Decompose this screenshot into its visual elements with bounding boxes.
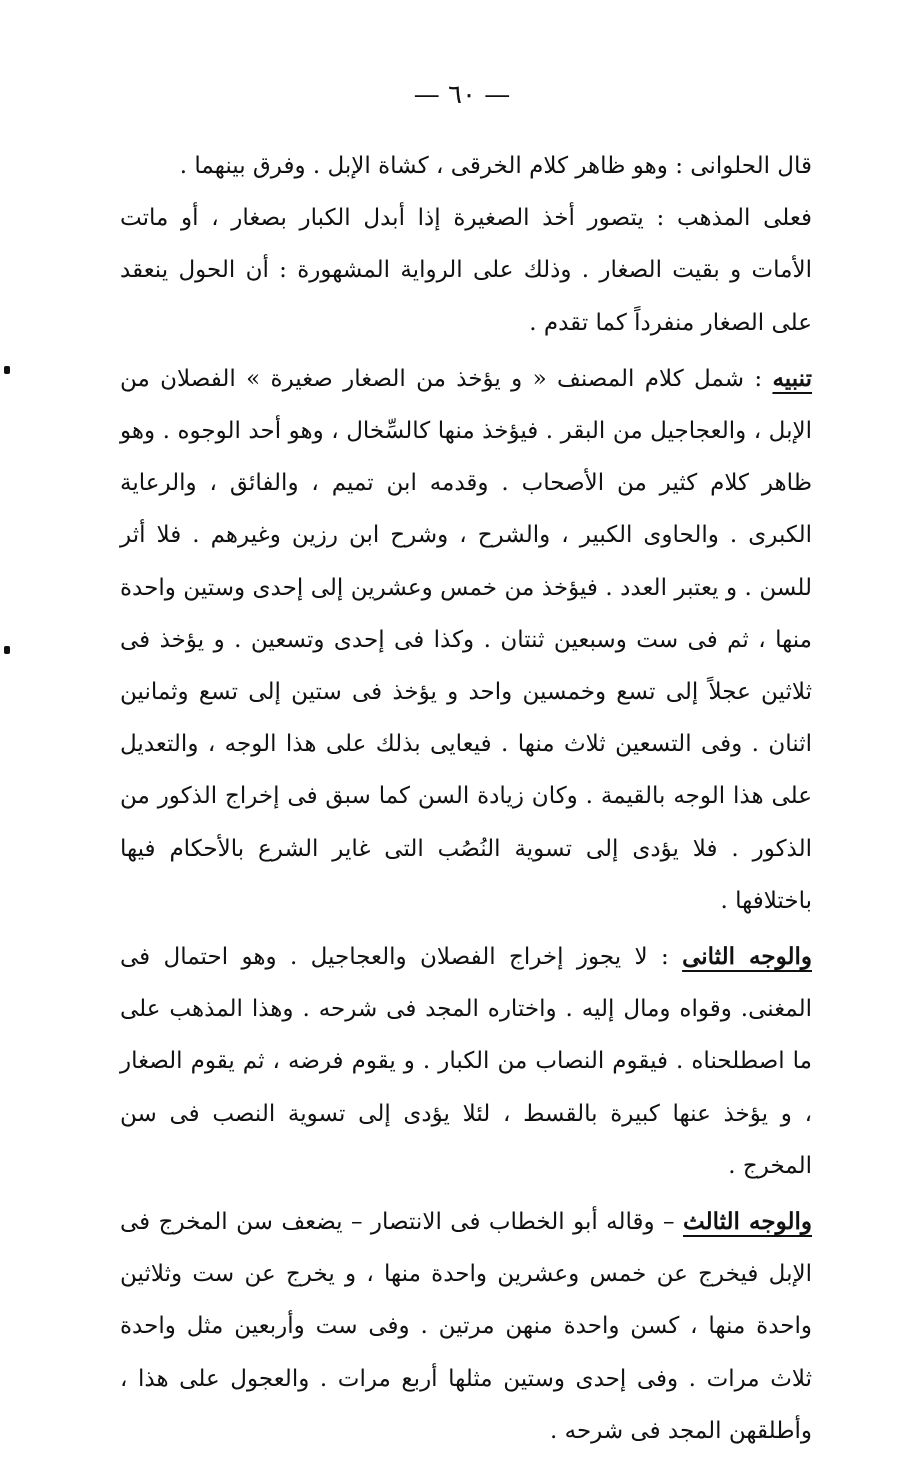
paragraph-text: : لا يجوز إخراج الفصلان والعجاجيل . وهو احتمال فى المغنى. وقواه ومال إليه . واختاره المجد فى شرحه . وهذا المذهب على ما اصطلحناه . فيقوم النصاب من الكبار . و يقوم فرضه ، ثم يقوم الصغار ، و يؤخذ عنها كبيرة بالقسط ، لئلا يؤدى إلى تسوية النصب فى سن المخرج . <box>120 944 812 1179</box>
paragraph-text: فعلى المذهب : يتصور أخذ الصغيرة إذا أبدل الكبار بصغار ، أو ماتت الأمات و بقيت الصغار . وذلك على الرواية المشهورة : أن الحول ينعقد على الصغار منفرداً كما تقدم . <box>120 205 812 336</box>
paragraph-text: – وقاله أبو الخطاب فى الانتصار – يضعف سن المخرج فى الإبل فيخرج عن خمس وعشرين واحدة منها ، و يخرج عن ست وثلاثين واحدة منها ، كسن واحدة منهن مرتين . وفى ست وأربعين مثل واحدة ثلاث مرات . وفى إحدى وستين مثلها أربع مرات . والعجول على هذا ، وأطلقهن المجد فى شرحه . <box>120 1209 812 1444</box>
paragraph <box>120 353 812 927</box>
paragraph-text: قال الحلوانى : وهو ظاهر كلام الخرقى ، كشاة الإبل . وفرق بينهما . <box>179 153 812 179</box>
paragraph <box>120 140 812 192</box>
paragraph <box>120 192 812 349</box>
margin-mark <box>4 646 10 654</box>
paragraph-heading: والوجه الثانى <box>682 943 812 971</box>
margin-mark <box>4 366 10 374</box>
paragraph <box>120 1196 812 1457</box>
paragraph-heading: والوجه الثالث <box>682 1208 812 1236</box>
page-number: — ٦٠ — <box>413 80 511 110</box>
body-text <box>120 140 812 1457</box>
paragraph-heading: تنبيه <box>772 364 812 392</box>
paragraph-text: : شمل كلام المصنف « و يؤخذ من الصغار صغيرة » الفصلان من الإبل ، والعجاجيل من البقر . فيؤخذ منها كالسِّخال ، وهو أحد الوجوه . وهو ظاهر كلام كثير من الأصحاب . وقدمه ابن تميم ، والفائق ، والرعاية الكبرى . والحاوى الكبير ، والشرح ، وشرح ابن رزين وغيرهم . فلا أثر للسن . و يعتبر العدد . فيؤخذ من خمس وعشرين إلى إحدى وستين واحدة منها ، ثم فى ست وسبعين ثنتان . وكذا فى إحدى وتسعين . و يؤخذ فى ثلاثين عجلاً إلى تسع وخمسين واحد و يؤخذ فى ستين إلى تسع وثمانين اثنان . وفى التسعين ثلاث منها . فيعايى بذلك على هذا الوجه ، والتعديل على هذا الوجه بالقيمة . وكان زيادة السن كما سبق فى إخراج الذكور من الذكور . فلا يؤدى إلى تسوية النُصُب التى غاير الشرع بالأحكام فيها باختلافها . <box>120 365 812 914</box>
paragraph <box>120 931 812 1192</box>
